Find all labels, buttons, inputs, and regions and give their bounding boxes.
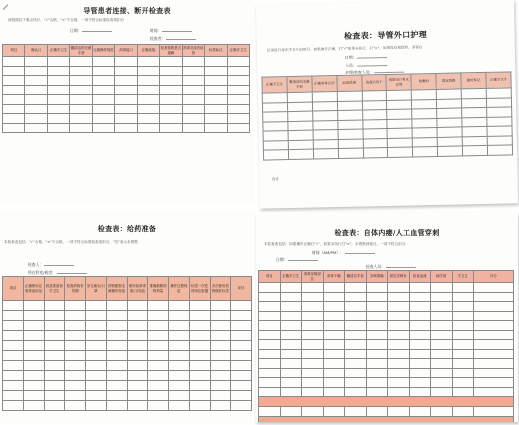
sheet-title: 导管患者连接、断开检查表 [83, 7, 171, 15]
col-header: 确认口 [25, 45, 47, 57]
field-nurse: 护理/检查人员： [345, 69, 404, 76]
field-date: 日期： [276, 257, 318, 263]
col-header: 检查药物有效期 [65, 277, 86, 301]
checklist-table [258, 270, 514, 422]
col-header: 正确连接 [137, 45, 159, 57]
col-header: 评估 [231, 277, 252, 301]
col-header: 药物配制无菌操作规范 [106, 277, 127, 301]
field-person: 人员： [345, 62, 388, 69]
field-inspector: 检查人员： [366, 264, 416, 270]
col-header: 准确抽吸药物剂量 [148, 277, 169, 301]
sheet-title: 检查表：自体内瘘/人工血管穿刺 [334, 229, 440, 237]
sheet-instructions: 本检查表包括："√"合格，"×"不合格，一项不符合标准检查项扣分，"空"表示未观察 [4, 240, 138, 244]
checklist-catheter-exit-care [256, 0, 518, 209]
sheet-instructions: 请按照以下要点执行，"√"合格，"×"不合格，一项不符合标准检查项扣分 [8, 18, 125, 22]
col-header: 观察出口有无异常 [386, 74, 411, 91]
col-header: 项目 [3, 45, 25, 57]
checklist-fistula-puncture [256, 212, 518, 422]
sheet-instructions: 记录进行每次手卫生的项目，如果操作正确，打"√"如果未执行，打"×"，如果没有观察到，请留白 [266, 45, 423, 53]
col-header: 消毒穿刺部位 [302, 271, 324, 283]
col-header: 正确使用注射准备用品 [23, 277, 44, 301]
col-header: 操作过程规范 [169, 277, 190, 301]
col-header: 正确手卫生 [227, 45, 249, 57]
field-department: 所在科室/病房： [28, 270, 87, 276]
col-header: 穿刺准确 [366, 271, 388, 283]
col-header: 消毒后待干 [361, 75, 386, 92]
col-header: 使用前消毒瓶口/安瓿 [127, 277, 148, 301]
col-header: 戴清洁的无菌手套 [287, 76, 312, 93]
checklist-table [2, 276, 252, 411]
col-header: 评分 [474, 271, 514, 283]
col-header: 正确手卫生 [486, 72, 511, 89]
col-header: 戴清洁的无菌手套 [70, 46, 92, 55]
col-header: 消毒范围 [337, 75, 362, 92]
col-header: 消毒完成后检查 [183, 46, 204, 55]
sheet-instructions: 本检查表包括：如果操作正确打"√"，如果未执行打"×"，未观察到留白，一项不符合扣分 [264, 242, 406, 246]
col-header: 正确手卫生 [280, 271, 302, 283]
col-header: 无菌操作规范 [92, 45, 114, 57]
col-header: 多次使用药物做好标签 [210, 277, 231, 301]
checklist-catheter-connection [0, 0, 254, 204]
col-header: 标签一次性使用注射器 [189, 277, 210, 301]
col-header: 手卫生 [452, 271, 474, 283]
col-header: 摘手套 [431, 271, 453, 283]
checklist-table [2, 44, 250, 133]
checklist-table [261, 71, 513, 160]
col-header: 做好标记 [461, 72, 486, 89]
field-inspector: 检查人： [28, 262, 74, 268]
col-header: 检查管路是否通畅 [160, 46, 182, 55]
checklist-medication-prep [0, 210, 254, 423]
col-header: 固定穿刺针 [388, 271, 410, 283]
sheet-title: 检查表：导管外口护理 [343, 30, 428, 41]
col-header: 正确消毒方法 [312, 76, 337, 93]
field-time: 时间： [150, 28, 192, 34]
footer-total: 合计 [271, 176, 280, 182]
col-header: 正确手卫生 [47, 45, 69, 57]
field-time: 时间（AM/PM）： [312, 250, 375, 256]
col-header: 消毒干燥 [323, 271, 345, 283]
sheet-title: 检查表：给药准备 [97, 225, 157, 233]
col-header: 消毒接口 [115, 45, 137, 57]
col-header: 穿无菌衣/口罩 [86, 277, 107, 301]
field-date: 日期： [345, 54, 388, 61]
col-header: 项目 [3, 277, 24, 301]
col-header: 戴清洁手套 [345, 271, 367, 283]
col-header: 正确手卫生 [262, 77, 287, 94]
col-header: 检查血流 [409, 271, 431, 283]
col-header: 贴敷料 [411, 73, 436, 90]
field-inspector: 检查者： [150, 36, 196, 42]
col-header: 固定管路 [436, 73, 461, 90]
field-date: 日期： [70, 28, 112, 34]
col-header: 项目 [259, 271, 281, 283]
col-header: 药品准备前手卫生 [44, 277, 65, 301]
col-header: 标签标注 [205, 45, 227, 57]
